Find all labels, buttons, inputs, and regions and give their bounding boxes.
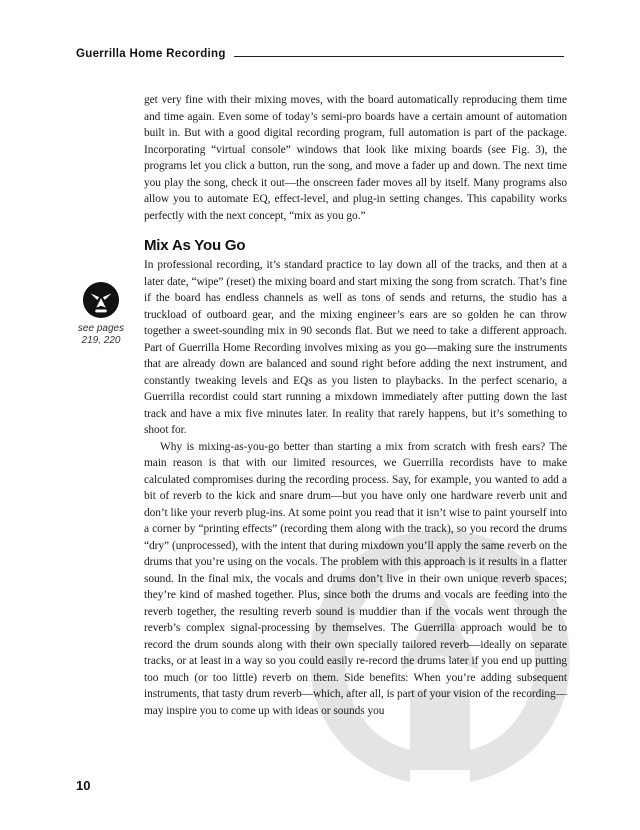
margin-note-line-2: 219, 220 <box>81 334 121 346</box>
guerrilla-head-icon <box>82 281 120 319</box>
paragraph-2: Why is mixing-as-you-go better than starting a mix from scratch with fresh ears? The main reason is that with our limited resources, we Guerrilla recordists have to make calculated compromises during the recording process. Say, for example, you wanted to add a bit of reverb to the kick and snare drum—but you have only one hardware reverb unit and don’t like your reverb plug-ins. At some point you read that it isn’t wise to paint yourself into a corner by “printing effects” (recording them along with the track), so you record the drums “dry” (unprocessed), with the intent that during mixdown you’ll apply the same reverb on the drums that you’re using on the vocals. The problem with this approach is it results in a flatter sound. In the final mix, the vocals and drums don’t live in their own unique reverb spaces; they’re kind of mashed together. Plus, since both the drums and vocals are feeding into the reverb together, the resulting reverb sound is muddier than if the vocals went through the reverb’s complex signal-processing by themselves. The Guerrilla approach would be to record the drum sounds along with their own specially tailored reverb—ideally on separate tracks, or at least in a way so you could easily re-record the drums later if you end up putting too much (or too little) reverb on them. Side benefits: When you’re adding subsequent instruments, that tasty drum reverb—which, after all, is part of your vision of the recording—may inspire you to come up with ideas or sounds you <box>144 440 567 717</box>
body-column <box>144 92 567 719</box>
margin-note-line-1: see pages <box>77 323 125 334</box>
paragraph-1: In professional recording, it’s standard practice to lay down all of the tracks, and then at a later date, “wipe” (reset) the mixing board and start mixing the song from scratch. That’s fine if the board has endless channels as well as tons of sends and returns, the studio has a truckload of outboard gear, and the mixing engineer’s ears are so golden he can throw together a sweet-sounding mix in 90 seconds flat. But we need to take a different approach. Part of Guerrilla Home Recording involves mixing as you go—making sure the instruments that are already down are balanced and sound right before adding the next instrument, and constantly tweaking levels and EQs as you listen to playbacks. In the perfect scenario, a Guerrilla recordist could start running a mixdown immediately after putting down the last track and have a mix five minutes later. In reality that rarely happens, but it’s something to shoot for. <box>144 259 567 436</box>
running-head-title: Guerrilla Home Recording <box>76 48 226 60</box>
section-heading: Mix As You Go <box>144 237 246 254</box>
header-rule <box>234 56 564 57</box>
running-head <box>76 44 564 64</box>
intro-paragraph: get very fine with their mixing moves, with the board automatically reproducing them time and time again. Even some of today’s semi-pro boards have a certain amount of automation built in. But with a good digital recording program, full automation is part of the package. Incorporating “virtual console” windows that look like mixing boards (see Fig. 3), the programs let you click a button, run the song, and move a fader up and down. The next time you play the song, check it out—the onscreen fader moves all by itself. Many programs also allow you to automate EQ, effect-level, and plug-in setting changes. This capability works perfectly with the next concept, “mix as you go.” <box>144 94 567 222</box>
margin-note <box>72 281 130 346</box>
page-number: 10 <box>76 778 91 793</box>
